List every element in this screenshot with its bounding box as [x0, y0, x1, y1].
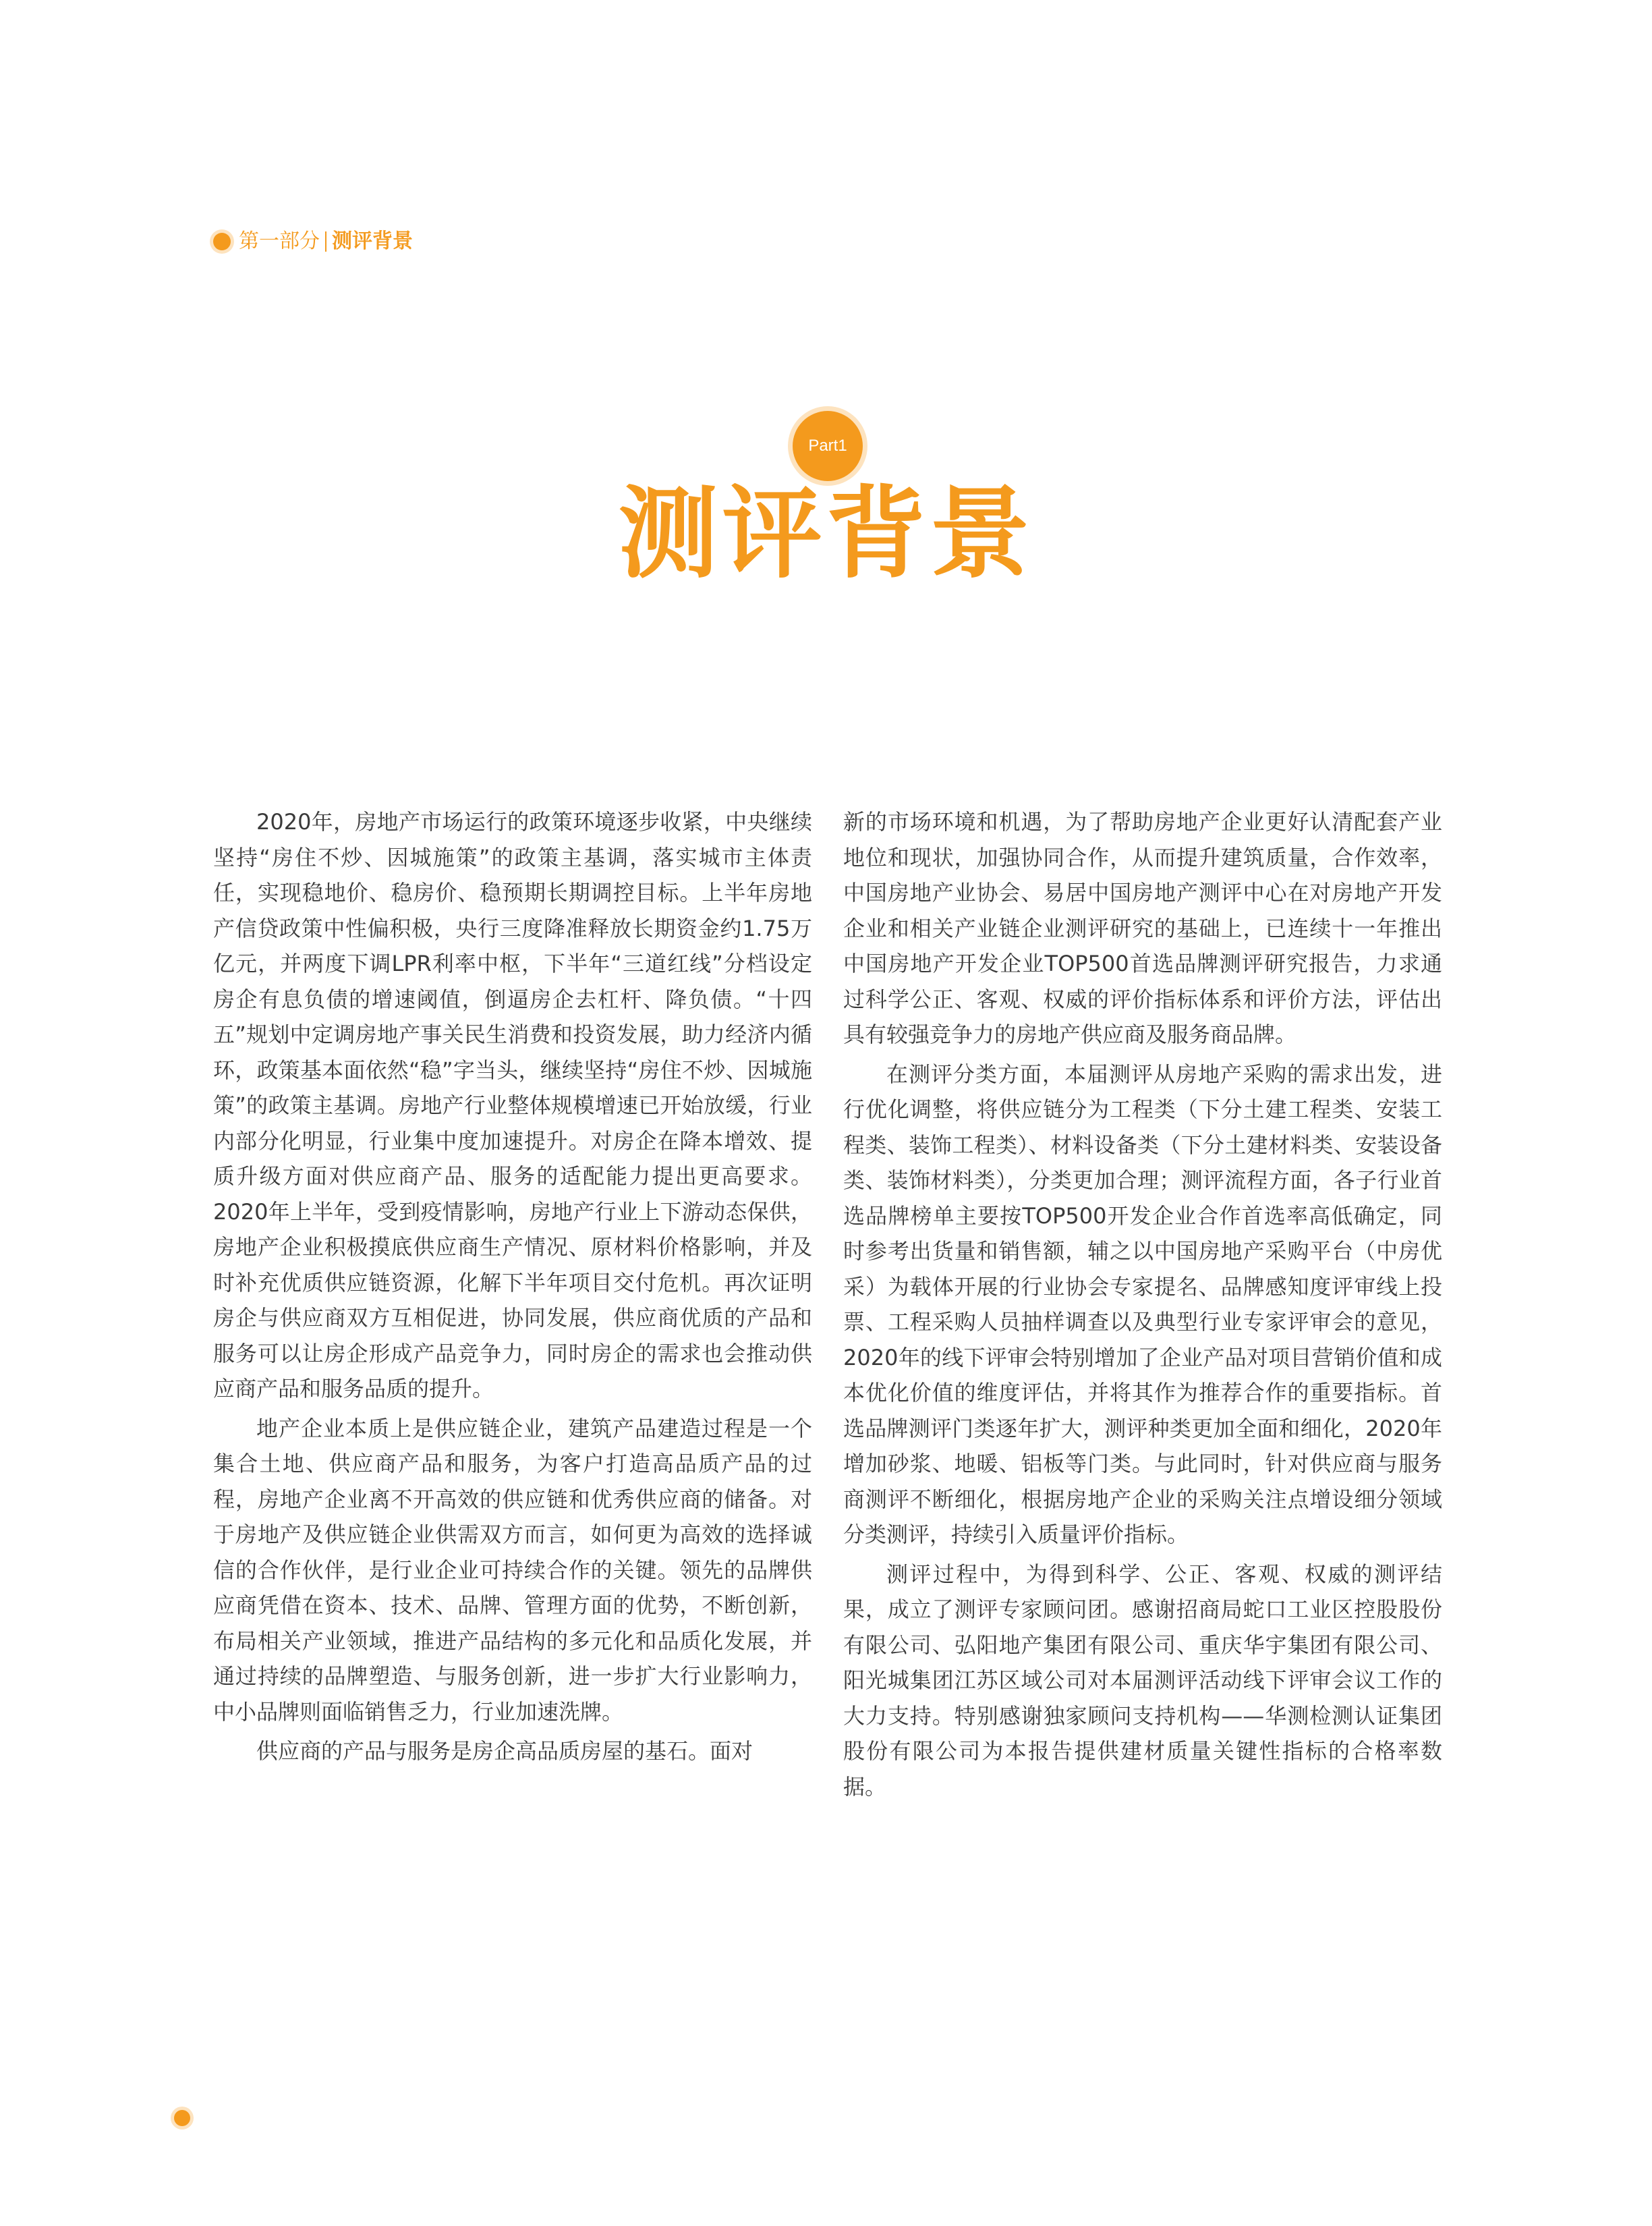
paragraph: 在测评分类方面，本届测评从房地产采购的需求出发，进行优化调整，将供应链分为工程类（下分土建工程类、安装工程类、装饰工程类）、材料设备类（下分土建材料类、安装设备类、装饰材料类），分类更加合理；测评流程方面，各子行业首选品牌榜单主要按TOP500开发企业合作首选率高低确定，同时参考出货量和销售额，辅之以中国房地产采购平台（中房优采）为载体开展的行业协会专家提名、品牌感知度评审线上投票、工程采购人员抽样调查以及典型行业专家评审会的意见，2020年的线下评审会特别增加了企业产品对项目营销价值和成本优化价值的维度评估，并将其作为推荐合作的重要指标。首选品牌测评门类逐年扩大，测评种类更加全面和细化，2020年增加砂浆、地暖、铝板等门类。与此同时，针对供应商与服务商测评不断细化，根据房地产企业的采购关注点增设细分领域分类测评，持续引入质量评价指标。 [843, 1061, 1442, 1547]
header-divider [325, 231, 326, 252]
paragraph: 2020年，房地产市场运行的政策环境逐步收紧，中央继续坚持“房住不炒、因城施策”的政策主基调，落实城市主体责任，实现稳地价、稳房价、稳预期长期调控目标。上半年房地产信贷政策中性偏积极，央行三度降准释放长期资金约1.75万亿元，并两度下调LPR利率中枢，下半年“三道红线”分档设定房企有息负债的增速阈值，倒逼房企去杠杆、降负债。“十四五”规划中定调房地产事关民生消费和投资发展，助力经济内循环，政策基本面依然“稳”字当头，继续坚持“房住不炒、因城施策”的政策主基调。房地产行业整体规模增速已开始放缓，行业内部分化明显，行业集中度加速提升。对房企在降本增效、提质升级方面对供应商产品、服务的适配能力提出更高要求。2020年上半年，受到疫情影响，房地产行业上下游动态保供，房地产企业积极摸底供应商生产情况、原材料价格影响，并及时补充优质供应链资源，化解下半年项目交付危机。再次证明房企与供应商双方互相促进，协同发展，供应商优质的产品和服务可以让房企形成产品竞争力，同时房企的需求也会推动供应商产品和服务品质的提升。 [213, 809, 812, 1401]
left-column [213, 804, 812, 1773]
bullet-dot-icon [213, 233, 231, 250]
part-badge [793, 411, 863, 481]
part-badge-label: Part1 [808, 437, 847, 455]
section-label: 第一部分 [239, 229, 320, 253]
paragraph: 供应商的产品与服务是房企高品质房屋的基石。面对 [256, 1738, 753, 1764]
section-header [213, 227, 413, 256]
paragraph: 测评过程中，为得到科学、公正、客观、权威的测评结果，成立了测评专家顾问团。感谢招商局蛇口工业区控股股份有限公司、弘阳地产集团有限公司、重庆华宇集团有限公司、阳光城集团江苏区域公司对本届测评活动线下评审会议工作的大力支持。特别感谢独家顾问支持机构——华测检测认证集团股份有限公司为本报告提供建材质量关键性指标的合格率数据。 [843, 1561, 1442, 1800]
paragraph-continuation: 新的市场环境和机遇，为了帮助房地产企业更好认清配套产业地位和现状，加强协同合作，从而提升建筑质量，合作效率，中国房地产业协会、易居中国房地产测评中心在对房地产开发企业和相关产业链企业测评研究的基础上，已连续十一年推出中国房地产开发企业TOP500首选品牌测评研究报告，力求通过科学公正、客观、权威的评价指标体系和评价方法，评估出具有较强竞争力的房地产供应商及服务商品牌。 [843, 809, 1442, 1047]
page-title: 测评背景 [618, 474, 1034, 592]
subsection-label: 测评背景 [332, 229, 413, 253]
right-column [843, 804, 1442, 1808]
page-marker-dot-icon [174, 2110, 190, 2126]
paragraph: 地产企业本质上是供应链企业，建筑产品建造过程是一个集合土地、供应商产品和服务，为客户打造高品质产品的过程，房地产企业离不开高效的供应链和优秀供应商的储备。对于房地产及供应链企业供需双方而言，如何更为高效的选择诚信的合作伙伴，是行业企业可持续合作的关键。领先的品牌供应商凭借在资本、技术、品牌、管理方面的优势，不断创新，布局相关产业领域，推进产品结构的多元化和品质化发展，并通过持续的品牌塑造、与服务创新，进一步扩大行业影响力，中小品牌则面临销售乏力，行业加速洗牌。 [213, 1415, 812, 1725]
